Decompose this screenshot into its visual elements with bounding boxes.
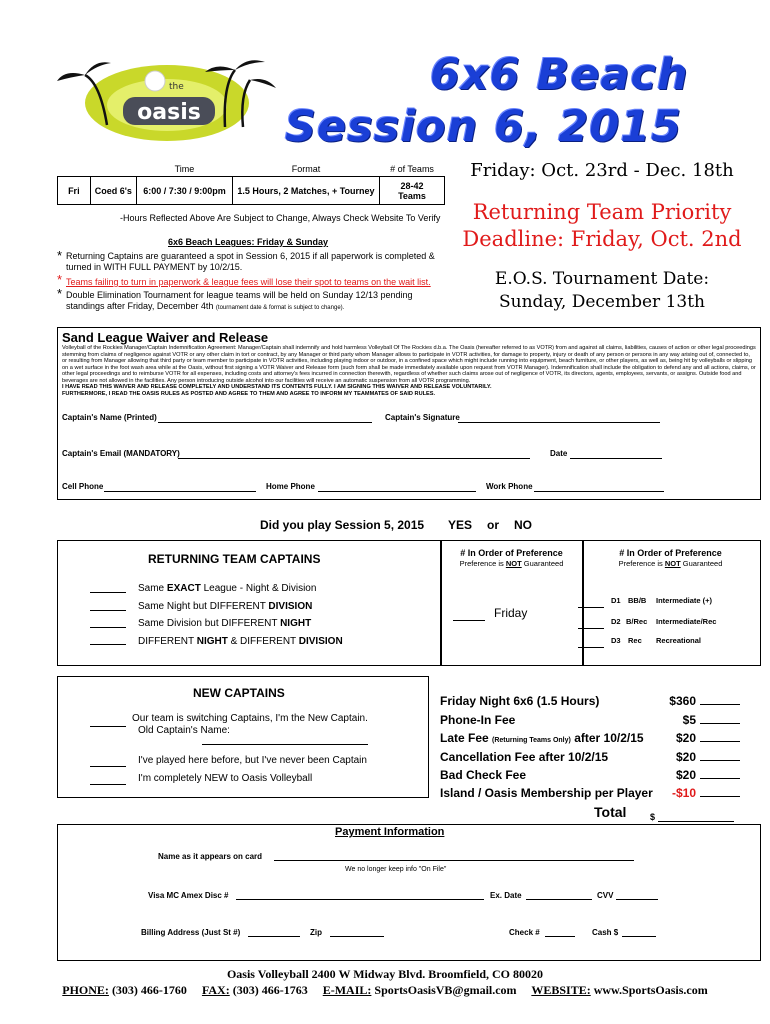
division-d1-level: Intermediate (+) bbox=[656, 596, 713, 605]
fee-label-league: Friday Night 6x6 (1.5 Hours) bbox=[440, 694, 600, 708]
returning-option-3: Same Division but DIFFERENT NIGHT bbox=[138, 618, 312, 629]
bullet-tournament bbox=[66, 290, 446, 314]
card-number-label: Visa MC Amex Disc # bbox=[148, 891, 229, 900]
cell-teams: 28-42 Teams bbox=[380, 177, 445, 205]
fee-amount-phone-in: $5 bbox=[682, 713, 696, 727]
fee-blank-cancellation[interactable] bbox=[700, 760, 740, 761]
fee-blank-league[interactable] bbox=[700, 704, 740, 705]
date-field[interactable] bbox=[570, 448, 662, 459]
new-option-1: Our team is switching Captains, I'm the New Captain. bbox=[132, 713, 368, 724]
header-time: Time bbox=[137, 162, 233, 177]
footer-email-label: E-MAIL: bbox=[322, 983, 372, 997]
fee-label-cancellation: Cancellation Fee after 10/2/15 bbox=[440, 750, 609, 764]
card-name-field[interactable] bbox=[274, 851, 634, 861]
footer-fax: (303) 466-1763 bbox=[229, 983, 308, 997]
night-preference-title: # In Order of Preference bbox=[460, 548, 563, 558]
logo-small-text: the bbox=[169, 82, 184, 92]
prev-yes-option[interactable]: YES bbox=[448, 518, 473, 532]
cash-field[interactable] bbox=[622, 927, 656, 937]
home-phone-label: Home Phone bbox=[266, 482, 315, 491]
fee-row-late bbox=[440, 731, 740, 745]
division-d3-blank[interactable] bbox=[578, 641, 604, 648]
billing-field[interactable] bbox=[248, 927, 300, 937]
cell-phone-label: Cell Phone bbox=[62, 482, 104, 491]
returning-option-4-blank[interactable] bbox=[90, 636, 126, 645]
cell-type: Coed 6's bbox=[90, 177, 136, 205]
division-d2-blank[interactable] bbox=[578, 622, 604, 629]
bullet-wait-list: Teams failing to turn in paperwork & league fees will lose their spot to teams on the wait list. bbox=[66, 277, 431, 287]
header-format: Format bbox=[232, 162, 379, 177]
returning-option-3-blank[interactable] bbox=[90, 619, 126, 628]
cell-format: 1.5 Hours, 2 Matches, + Tourney bbox=[232, 177, 379, 205]
exp-date-label: Ex. Date bbox=[490, 891, 522, 900]
division-d2-name: B/Rec bbox=[626, 617, 648, 626]
bullet-star-3: * bbox=[57, 286, 63, 301]
new-option-2-blank[interactable] bbox=[90, 758, 126, 767]
fee-amount-league: $360 bbox=[669, 694, 696, 708]
captain-email-label: Captain's Email (MANDATORY) bbox=[62, 449, 180, 458]
priority-line1: Returning Team Priority bbox=[472, 200, 732, 224]
fee-row-membership bbox=[440, 786, 740, 800]
zip-label: Zip bbox=[310, 928, 322, 937]
returning-option-1: Same EXACT League - Night & Division bbox=[138, 583, 317, 594]
header-teams: # of Teams bbox=[380, 162, 445, 177]
eos-line1: E.O.S. Tournament Date: bbox=[494, 269, 710, 289]
page-title-line2: Session 6, 2015 bbox=[285, 102, 683, 152]
total-label: Total bbox=[594, 804, 627, 820]
captain-name-field[interactable] bbox=[158, 412, 372, 423]
fee-label-late: Late Fee bbox=[440, 731, 489, 745]
new-option-1-blank[interactable] bbox=[90, 718, 126, 727]
waiver-ack-2: FURTHERMORE, I READ THE OASIS RULES AS POSTED AND AGREE TO THEM AND AGREE TO INFORM MY TEAMMATES OF SAID RULES. bbox=[62, 390, 436, 397]
bullet-star-1: * bbox=[57, 248, 63, 263]
cell-phone-field[interactable] bbox=[104, 481, 256, 492]
captain-signature-label: Captain's Signature bbox=[385, 413, 460, 422]
cvv-field[interactable] bbox=[616, 890, 658, 900]
prev-or-text: or bbox=[487, 518, 499, 532]
fee-after-late: after 10/2/15 bbox=[570, 731, 644, 745]
fee-amount-bad-check: $20 bbox=[675, 768, 696, 782]
division-d3-level: Recreational bbox=[656, 636, 702, 645]
fee-row-phone-in bbox=[440, 713, 740, 727]
priority-line2: Deadline: Friday, Oct. 2nd bbox=[462, 227, 742, 251]
waiver-title: Sand League Waiver and Release bbox=[62, 330, 269, 345]
card-name-label: Name as it appears on card bbox=[158, 852, 263, 861]
footer-contacts bbox=[0, 983, 770, 998]
fee-blank-late[interactable] bbox=[700, 741, 740, 742]
fee-label-membership: Island / Oasis Membership per Player bbox=[440, 786, 653, 800]
home-phone-field[interactable] bbox=[318, 481, 476, 492]
prev-session-question: Did you play Session 5, 2015 bbox=[260, 518, 425, 532]
division-d3-code: D3 bbox=[611, 636, 621, 645]
new-option-3: I'm completely NEW to Oasis Volleyball bbox=[138, 773, 313, 784]
footer-email[interactable]: SportsOasisVB@gmail.com bbox=[371, 983, 517, 997]
bullet-returning-captains: Returning Captains are guaranteed a spot in Session 6, 2015 if all paperwork is completed & turned in WITH FULL PAYMENT by 10/2/15. bbox=[66, 251, 435, 272]
card-number-field[interactable] bbox=[236, 890, 484, 900]
returning-option-2: Same Night but DIFFERENT DIVISION bbox=[138, 601, 313, 612]
billing-label: Billing Address (Just St #) bbox=[141, 928, 241, 937]
fee-label-phone-in: Phone-In Fee bbox=[440, 713, 516, 727]
tournament-text: Double Elimination Tournament for league teams will be held on Sunday 12/13 pending standings after Friday, December 4th bbox=[66, 290, 413, 311]
hours-note: -Hours Reflected Above Are Subject to Change, Always Check Website To Verify bbox=[120, 213, 441, 223]
division-d1-name: BB/B bbox=[628, 596, 647, 605]
cash-label: Cash $ bbox=[592, 928, 619, 937]
old-captain-name-field[interactable] bbox=[202, 736, 368, 745]
division-d1-blank[interactable] bbox=[578, 601, 604, 608]
exp-date-field[interactable] bbox=[526, 890, 592, 900]
oasis-logo bbox=[55, 55, 280, 145]
eos-line2: Sunday, December 13th bbox=[499, 292, 705, 312]
cell-time: 6:00 / 7:30 / 9:00pm bbox=[137, 177, 233, 205]
captain-name-label: Captain's Name (Printed) bbox=[62, 413, 157, 422]
division-preference-sub: Preference is NOT Guaranteed bbox=[618, 559, 723, 568]
footer-phone-label: PHONE: bbox=[62, 983, 109, 997]
fee-blank-phone-in[interactable] bbox=[700, 723, 740, 724]
fee-row-cancellation bbox=[440, 750, 740, 764]
returning-captains-title: RETURNING TEAM CAPTAINS bbox=[148, 552, 321, 566]
total-field[interactable] bbox=[658, 812, 734, 822]
cvv-label: CVV bbox=[597, 891, 614, 900]
fee-amount-membership: -$10 bbox=[671, 786, 696, 800]
fee-amount-cancellation: $20 bbox=[675, 750, 696, 764]
division-d1-code: D1 bbox=[611, 596, 621, 605]
prev-no-option[interactable]: NO bbox=[514, 518, 532, 532]
division-d3-name: Rec bbox=[628, 636, 642, 645]
zip-field[interactable] bbox=[330, 927, 384, 937]
page-title-line1: 6x6 Beach bbox=[430, 50, 689, 100]
footer-fax-label: FAX: bbox=[201, 983, 230, 997]
check-label: Check # bbox=[509, 928, 540, 937]
returning-option-4: DIFFERENT NIGHT & DIFFERENT DIVISION bbox=[138, 636, 343, 647]
tournament-note: (tournament date & format is subject to change). bbox=[215, 305, 345, 311]
waiver-text: Volleyball of the Rockies Manager/Captain Indemnification Agreement: Manager/Captain shall indemnify and hold harmless Volleyball Of The Rockies d.b.a. The Oasis (hereafter referred to as VOTR) from and against all claims, liabilities, causes of action or other legal proceedings stemming from claims of negligence against VOTR or any other claim in tort or contract, by any Manager or third party whom Manager allows to participate in VOTR activities, for damage to property, injury or death of any person or persons in any way arising out of, connected to, or resulting from Manager allowing that third party or team member to participate in VOTR activities, including playing indoor or outdoor, in a confined space which might include running into equipment, beach furniture, or other players, as well as, being hit by volleyballs or slipping on a wet surface in the foot wash area while at the Oasis, without first signing a VOTR Waiver and Release form (such form shall be made immediately available upon request from VOTR Manager). Indemnification shall include the obligation to defend any and all actions, claims, or other legal proceedings and to reimburse VOTR for all expenses, including costs and attorney's fees incurred in connection therewith, regardless of whether such claims arose out of negligence of VOTR, its directors, agents, employees, servants, or assigns. Outside food and beverages are not allowed in the facilities. Any person introducing outside alcohol into our facilities will receive an automatic suspension from all VOTR programming. I HAVE READ THIS WAIVER AND RELEASE COMPLETELY AND UNDERSTAND ITS CONTENTS FULLY. I AM SIGNING THIS WAIVER AND RELEASE VOLUNTARILY. FURTHERMORE, I READ THE OASIS RULES AS POSTED AND AGREE TO THEM AND AGREE TO INFORM MY TEAMMATES OF SAID RULES. bbox=[62, 345, 756, 397]
returning-option-1-blank[interactable] bbox=[90, 584, 126, 593]
old-captain-label: Old Captain's Name: bbox=[138, 725, 230, 736]
bullet-star-2: * bbox=[57, 272, 63, 287]
new-captains-title: NEW CAPTAINS bbox=[193, 686, 285, 700]
cell-day: Fri bbox=[58, 177, 91, 205]
leagues-heading: 6x6 Beach Leagues: Friday & Sunday bbox=[168, 237, 329, 247]
captain-email-field[interactable] bbox=[178, 448, 530, 459]
work-phone-label: Work Phone bbox=[486, 482, 533, 491]
waiver-ack-1: I HAVE READ THIS WAIVER AND RELEASE COMPLETELY AND UNDERSTAND ITS CONTENTS FULLY. I AM SIGNING THIS WAIVER AND RELEASE VOLUNTARILY. bbox=[62, 384, 492, 390]
schedule-table bbox=[57, 162, 445, 205]
friday-preference-label: Friday bbox=[494, 606, 528, 620]
work-phone-field[interactable] bbox=[534, 481, 664, 492]
fee-blank-bad-check[interactable] bbox=[700, 778, 740, 779]
logo-name: oasis bbox=[137, 100, 201, 125]
captain-signature-field[interactable] bbox=[458, 412, 660, 423]
friday-preference-blank[interactable] bbox=[453, 612, 485, 621]
fee-row-league bbox=[440, 694, 740, 708]
footer-web[interactable]: www.SportsOasis.com bbox=[590, 983, 708, 997]
fee-row-bad-check bbox=[440, 768, 740, 782]
division-preference-title: # In Order of Preference bbox=[619, 548, 722, 558]
no-file-note: We no longer keep info "On File" bbox=[345, 866, 447, 873]
division-d2-code: D2 bbox=[611, 617, 621, 626]
night-preference-sub: Preference is NOT Guaranteed bbox=[459, 559, 564, 568]
payment-title: Payment Information bbox=[335, 826, 445, 838]
fee-note-late: (Returning Teams Only) bbox=[492, 737, 571, 744]
session-dates: Friday: Oct. 23rd - Dec. 18th bbox=[470, 160, 734, 181]
division-d2-level: Intermediate/Rec bbox=[656, 617, 717, 626]
date-label: Date bbox=[550, 449, 568, 458]
fee-amount-late: $20 bbox=[675, 731, 696, 745]
check-field[interactable] bbox=[545, 927, 575, 937]
footer-address: Oasis Volleyball 2400 W Midway Blvd. Broomfield, CO 80020 bbox=[226, 967, 544, 981]
returning-option-2-blank[interactable] bbox=[90, 602, 126, 611]
fee-blank-membership[interactable] bbox=[700, 796, 740, 797]
fee-label-bad-check: Bad Check Fee bbox=[440, 768, 527, 782]
footer-web-label: WEBSITE: bbox=[531, 983, 591, 997]
new-option-2: I've played here before, but I've never been Captain bbox=[138, 755, 367, 766]
footer-phone: (303) 466-1760 bbox=[108, 983, 187, 997]
new-option-3-blank[interactable] bbox=[90, 776, 126, 785]
total-currency: $ bbox=[650, 812, 656, 822]
